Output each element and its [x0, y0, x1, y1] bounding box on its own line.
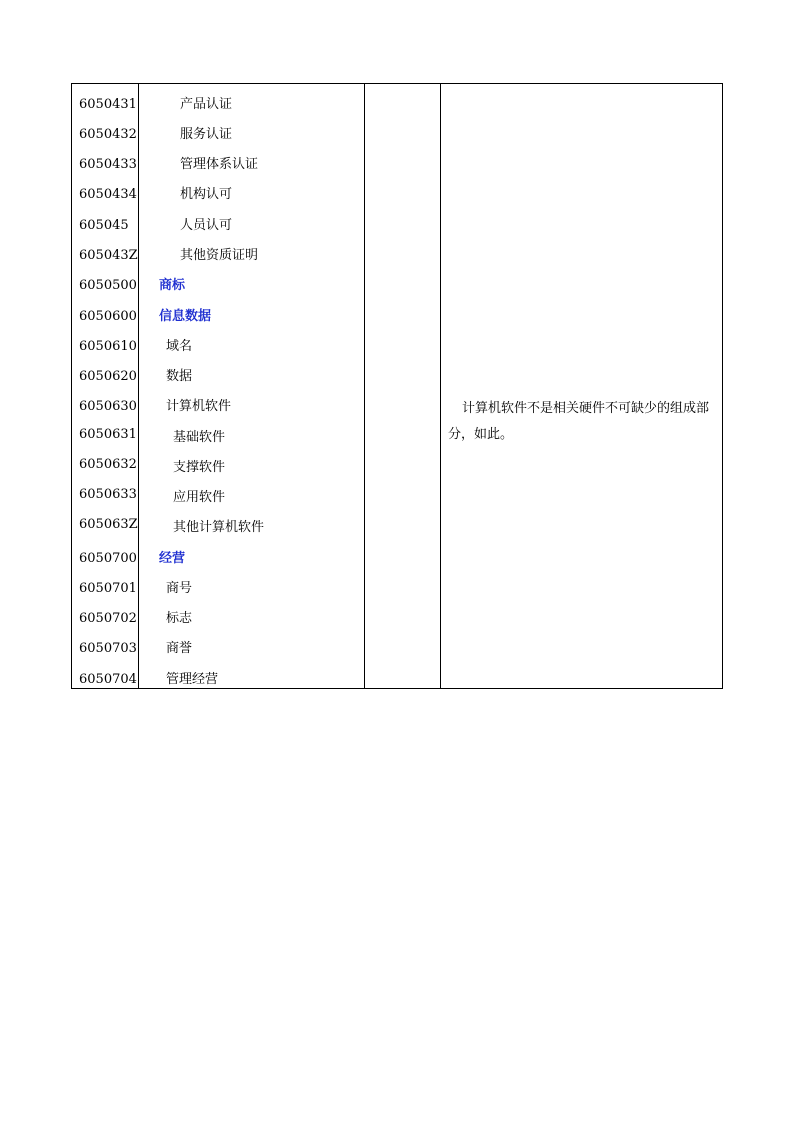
- table-row: [72, 155, 364, 175]
- row-code: 605043Z: [79, 248, 138, 263]
- remark-text: 计算机软件不是相关硬件不可缺少的组成部分，如此。: [448, 401, 710, 442]
- row-code: 6050701: [79, 581, 137, 596]
- table-row: [72, 670, 364, 690]
- row-code: 6050433: [79, 157, 137, 172]
- row-code: 6050500: [79, 278, 137, 293]
- row-name: 商誉: [166, 641, 193, 656]
- table-row: [72, 307, 364, 327]
- row-code: 6050702: [79, 611, 137, 626]
- table-row: [72, 95, 364, 115]
- column-divider: [440, 84, 441, 688]
- table-row: [72, 276, 364, 296]
- row-code: 6050620: [79, 369, 137, 384]
- row-code: 6050633: [79, 487, 137, 502]
- row-code: 605045: [79, 218, 129, 233]
- row-code: 6050432: [79, 127, 137, 142]
- row-code: 6050704: [79, 672, 137, 687]
- table-row: [72, 485, 364, 505]
- table-row: [72, 639, 364, 659]
- row-name: 服务认证: [180, 127, 233, 142]
- row-name: 域名: [166, 339, 193, 354]
- row-name: 基础软件: [173, 430, 226, 445]
- row-code: 6050700: [79, 551, 137, 566]
- category-heading: 信息数据: [159, 309, 212, 324]
- table-row: [72, 609, 364, 629]
- row-name: 其他计算机软件: [173, 520, 265, 535]
- table-row: [72, 397, 364, 417]
- table-row: [72, 246, 364, 266]
- row-name: 管理经营: [166, 672, 219, 687]
- classification-table: [71, 83, 723, 689]
- table-row: [72, 125, 364, 145]
- row-code: 6050632: [79, 457, 137, 472]
- row-name: 标志: [166, 611, 193, 626]
- table-row: [72, 367, 364, 387]
- row-name: 机构认可: [180, 187, 233, 202]
- row-code: 6050631: [79, 427, 137, 442]
- row-code: 6050434: [79, 187, 137, 202]
- row-name: 管理体系认证: [180, 157, 259, 172]
- row-code: 6050610: [79, 339, 137, 354]
- category-heading: 经营: [159, 551, 186, 566]
- table-row: [72, 579, 364, 599]
- row-name: 商号: [166, 581, 193, 596]
- row-name: 计算机软件: [166, 399, 232, 414]
- row-code: 605063Z: [79, 517, 138, 532]
- category-heading: 商标: [159, 278, 186, 293]
- row-name: 产品认证: [180, 97, 233, 112]
- table-row: [72, 425, 364, 445]
- row-code: 6050703: [79, 641, 137, 656]
- row-name: 其他资质证明: [180, 248, 259, 263]
- table-row: [72, 337, 364, 357]
- table-row: [72, 185, 364, 205]
- table-row: [72, 216, 364, 236]
- row-name: 人员认可: [180, 218, 233, 233]
- row-name: 应用软件: [173, 490, 226, 505]
- row-code: 6050600: [79, 309, 137, 324]
- table-row: [72, 549, 364, 569]
- table-row: [72, 515, 364, 535]
- table-row: [72, 455, 364, 475]
- row-code: 6050431: [79, 97, 137, 112]
- row-code: 6050630: [79, 399, 137, 414]
- row-name: 数据: [166, 369, 193, 384]
- row-name: 支撑软件: [173, 460, 226, 475]
- column-divider: [364, 84, 365, 688]
